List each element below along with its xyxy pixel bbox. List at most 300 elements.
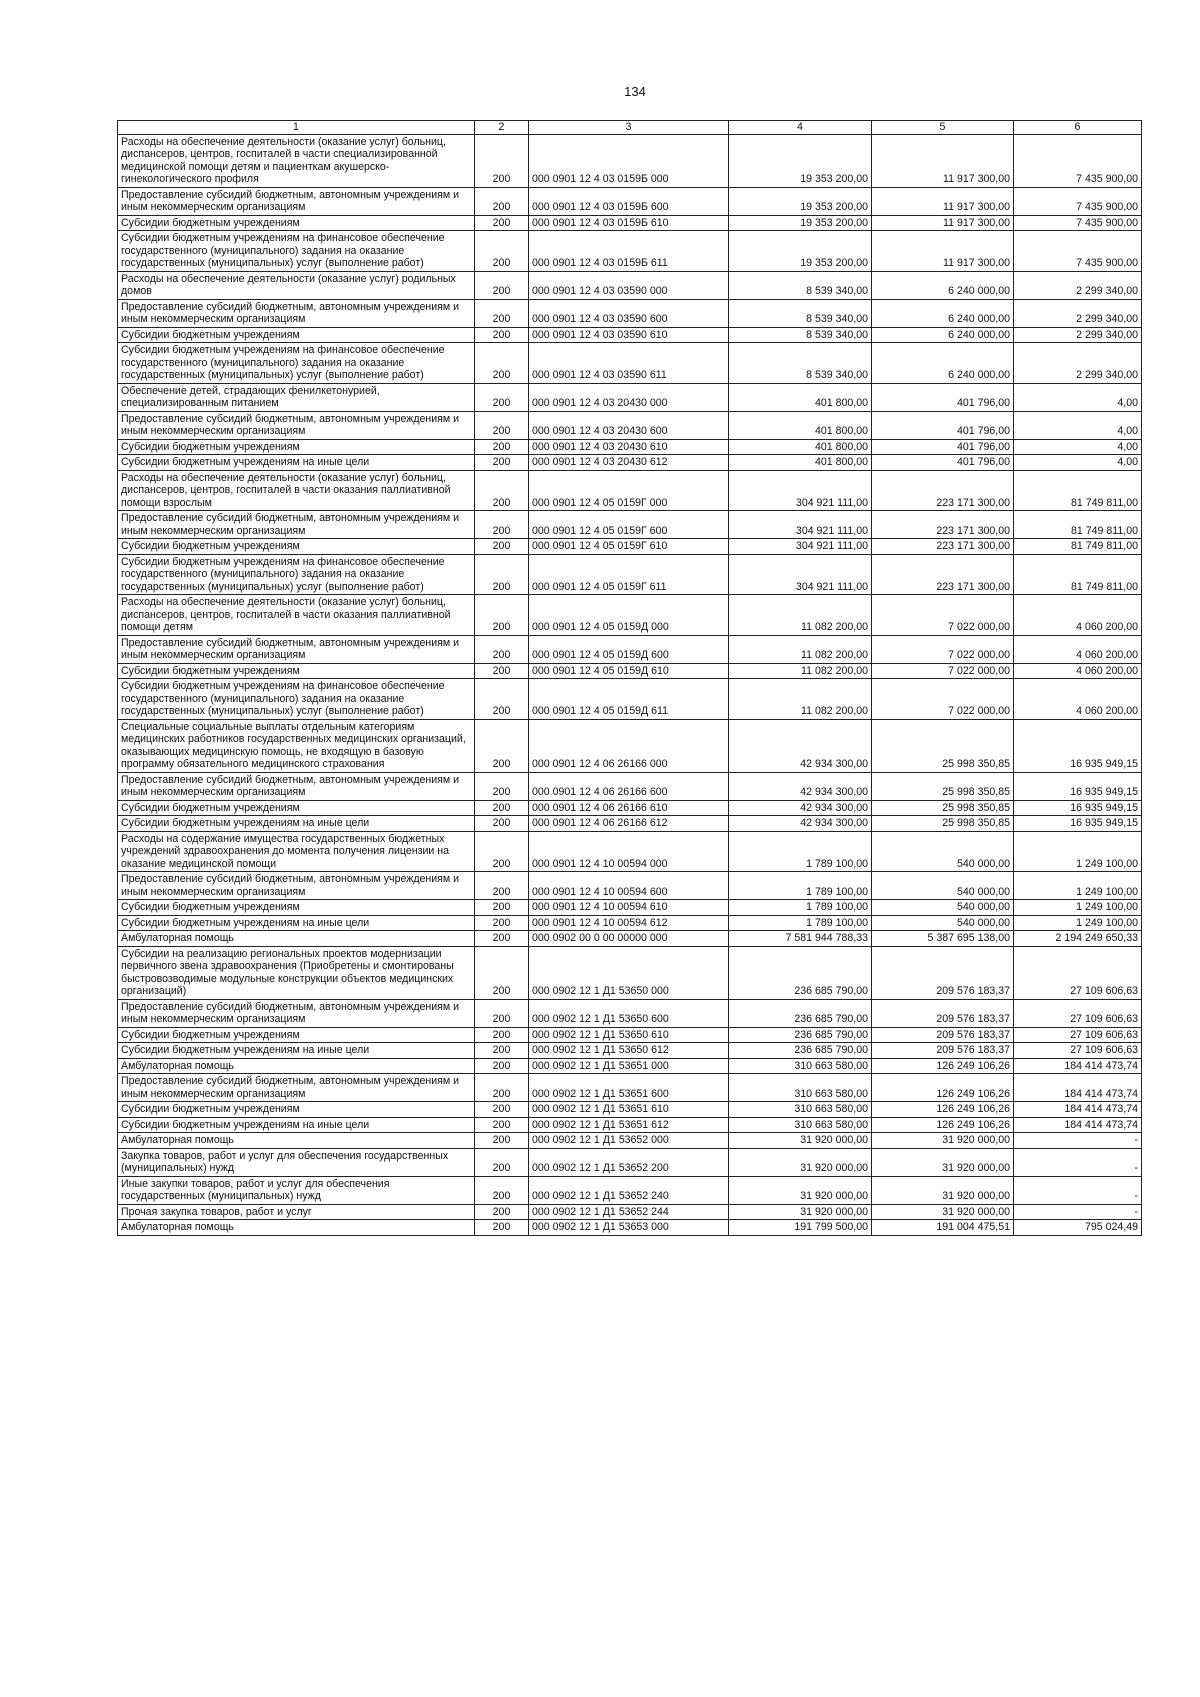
row-value-col6: 16 935 949,15 (1014, 816, 1142, 832)
row-classification-code: 000 0901 12 4 05 0159Г 600 (529, 511, 729, 539)
row-classification-code: 000 0901 12 4 03 03590 600 (529, 299, 729, 327)
row-value-col5: 401 796,00 (872, 383, 1014, 411)
row-group-code: 200 (475, 816, 529, 832)
row-name: Закупка товаров, работ и услуг для обеспечения государственных (муниципальных) нужд (118, 1148, 475, 1176)
row-value-col4: 31 920 000,00 (729, 1204, 872, 1220)
row-name: Обеспечение детей, страдающих фенилкетонурией, специализированным питанием (118, 383, 475, 411)
row-value-col5: 191 004 475,51 (872, 1220, 1014, 1236)
row-classification-code: 000 0901 12 4 06 26166 000 (529, 719, 729, 772)
row-value-col5: 25 998 350,85 (872, 816, 1014, 832)
table-row (118, 1204, 1142, 1220)
table-row (118, 1117, 1142, 1133)
table-row (118, 719, 1142, 772)
row-group-code: 200 (475, 187, 529, 215)
row-name: Расходы на обеспечение деятельности (оказание услуг) родильных домов (118, 271, 475, 299)
row-value-col4: 401 800,00 (729, 411, 872, 439)
row-value-col4: 11 082 200,00 (729, 635, 872, 663)
row-name: Амбулаторная помощь (118, 1058, 475, 1074)
row-name: Предоставление субсидий бюджетным, автономным учреждениям и иным некоммерческим организациям (118, 872, 475, 900)
row-group-code: 200 (475, 539, 529, 555)
table-row (118, 635, 1142, 663)
row-value-col4: 8 539 340,00 (729, 271, 872, 299)
row-name: Субсидии бюджетным учреждениям (118, 663, 475, 679)
row-value-col6: 4 060 200,00 (1014, 595, 1142, 636)
row-value-col5: 31 920 000,00 (872, 1176, 1014, 1204)
row-name: Предоставление субсидий бюджетным, автономным учреждениям и иным некоммерческим организациям (118, 635, 475, 663)
row-value-col5: 540 000,00 (872, 900, 1014, 916)
row-value-col5: 11 917 300,00 (872, 187, 1014, 215)
row-value-col6: 81 749 811,00 (1014, 470, 1142, 511)
table-row (118, 1058, 1142, 1074)
row-value-col6: 1 249 100,00 (1014, 831, 1142, 872)
row-value-col4: 1 789 100,00 (729, 831, 872, 872)
table-row (118, 595, 1142, 636)
row-name: Субсидии бюджетным учреждениям (118, 539, 475, 555)
row-classification-code: 000 0901 12 4 10 00594 610 (529, 900, 729, 916)
row-value-col5: 7 022 000,00 (872, 595, 1014, 636)
row-value-col6: 7 435 900,00 (1014, 134, 1142, 187)
row-value-col5: 25 998 350,85 (872, 719, 1014, 772)
row-value-col4: 401 800,00 (729, 455, 872, 471)
row-value-col5: 126 249 106,26 (872, 1102, 1014, 1118)
row-classification-code: 000 0902 12 1 Д1 53650 612 (529, 1043, 729, 1059)
row-name: Субсидии бюджетным учреждениям на финансовое обеспечение государственного (муниципального) задания на оказание государственных (муниципальных) услуг (выполнение работ) (118, 679, 475, 720)
row-value-col5: 11 917 300,00 (872, 231, 1014, 272)
row-value-col5: 223 171 300,00 (872, 470, 1014, 511)
row-value-col4: 236 685 790,00 (729, 946, 872, 999)
row-value-col4: 11 082 200,00 (729, 679, 872, 720)
row-value-col6: 4,00 (1014, 455, 1142, 471)
row-value-col5: 223 171 300,00 (872, 511, 1014, 539)
row-value-col5: 223 171 300,00 (872, 539, 1014, 555)
row-value-col6: - (1014, 1176, 1142, 1204)
row-value-col6: 4 060 200,00 (1014, 663, 1142, 679)
row-group-code: 200 (475, 931, 529, 947)
table-row (118, 1102, 1142, 1118)
row-value-col4: 42 934 300,00 (729, 816, 872, 832)
row-classification-code: 000 0901 12 4 03 03590 610 (529, 327, 729, 343)
row-name: Предоставление субсидий бюджетным, автономным учреждениям и иным некоммерческим организациям (118, 411, 475, 439)
row-group-code: 200 (475, 831, 529, 872)
row-group-code: 200 (475, 1074, 529, 1102)
row-classification-code: 000 0902 12 1 Д1 53652 244 (529, 1204, 729, 1220)
row-value-col4: 8 539 340,00 (729, 299, 872, 327)
row-name: Предоставление субсидий бюджетным, автономным учреждениям и иным некоммерческим организациям (118, 299, 475, 327)
table-row (118, 663, 1142, 679)
row-value-col6: 1 249 100,00 (1014, 915, 1142, 931)
row-value-col6: 184 414 473,74 (1014, 1058, 1142, 1074)
row-classification-code: 000 0902 12 1 Д1 53650 610 (529, 1027, 729, 1043)
row-classification-code: 000 0901 12 4 03 20430 600 (529, 411, 729, 439)
row-group-code: 200 (475, 455, 529, 471)
row-value-col5: 6 240 000,00 (872, 327, 1014, 343)
row-classification-code: 000 0902 12 1 Д1 53650 000 (529, 946, 729, 999)
table-row (118, 1133, 1142, 1149)
row-value-col4: 11 082 200,00 (729, 663, 872, 679)
row-classification-code: 000 0901 12 4 03 20430 610 (529, 439, 729, 455)
row-value-col5: 126 249 106,26 (872, 1058, 1014, 1074)
row-name: Субсидии бюджетным учреждениям (118, 900, 475, 916)
row-group-code: 200 (475, 900, 529, 916)
row-value-col4: 1 789 100,00 (729, 872, 872, 900)
row-value-col5: 209 576 183,37 (872, 946, 1014, 999)
row-value-col5: 6 240 000,00 (872, 343, 1014, 384)
row-group-code: 200 (475, 134, 529, 187)
row-classification-code: 000 0901 12 4 03 20430 612 (529, 455, 729, 471)
row-value-col4: 31 920 000,00 (729, 1148, 872, 1176)
row-group-code: 200 (475, 1176, 529, 1204)
row-classification-code: 000 0902 12 1 Д1 53652 000 (529, 1133, 729, 1149)
row-classification-code: 000 0901 12 4 03 20430 000 (529, 383, 729, 411)
row-value-col5: 209 576 183,37 (872, 999, 1014, 1027)
row-value-col6: 81 749 811,00 (1014, 554, 1142, 595)
row-classification-code: 000 0901 12 4 05 0159Д 610 (529, 663, 729, 679)
row-value-col4: 310 663 580,00 (729, 1117, 872, 1133)
row-value-col5: 540 000,00 (872, 831, 1014, 872)
table-row (118, 271, 1142, 299)
table-row (118, 915, 1142, 931)
row-value-col5: 25 998 350,85 (872, 800, 1014, 816)
row-name: Амбулаторная помощь (118, 1220, 475, 1236)
row-name: Амбулаторная помощь (118, 1133, 475, 1149)
row-classification-code: 000 0902 12 1 Д1 53651 610 (529, 1102, 729, 1118)
row-classification-code: 000 0901 12 4 06 26166 610 (529, 800, 729, 816)
row-value-col4: 11 082 200,00 (729, 595, 872, 636)
table-row (118, 931, 1142, 947)
row-group-code: 200 (475, 470, 529, 511)
row-group-code: 200 (475, 946, 529, 999)
row-group-code: 200 (475, 231, 529, 272)
row-group-code: 200 (475, 271, 529, 299)
row-value-col6: 7 435 900,00 (1014, 215, 1142, 231)
row-value-col4: 236 685 790,00 (729, 1027, 872, 1043)
row-classification-code: 000 0901 12 4 05 0159Д 600 (529, 635, 729, 663)
column-header: 1 (118, 121, 475, 135)
row-value-col6: 16 935 949,15 (1014, 719, 1142, 772)
table-row (118, 772, 1142, 800)
row-value-col4: 7 581 944 788,33 (729, 931, 872, 947)
row-classification-code: 000 0901 12 4 10 00594 612 (529, 915, 729, 931)
row-value-col6: - (1014, 1204, 1142, 1220)
row-value-col5: 540 000,00 (872, 915, 1014, 931)
row-value-col6: 81 749 811,00 (1014, 539, 1142, 555)
row-name: Предоставление субсидий бюджетным, автономным учреждениям и иным некоммерческим организациям (118, 511, 475, 539)
row-value-col6: 184 414 473,74 (1014, 1117, 1142, 1133)
row-name: Расходы на содержание имущества государственных бюджетных учреждений здравоохранения до момента получения лицензии на оказание медицинской помощи (118, 831, 475, 872)
table-row (118, 1148, 1142, 1176)
row-group-code: 200 (475, 1220, 529, 1236)
budget-table (117, 120, 1142, 1236)
table-row (118, 539, 1142, 555)
row-classification-code: 000 0901 12 4 05 0159Г 610 (529, 539, 729, 555)
row-group-code: 200 (475, 1043, 529, 1059)
row-value-col4: 310 663 580,00 (729, 1102, 872, 1118)
row-group-code: 200 (475, 1117, 529, 1133)
row-value-col6: 7 435 900,00 (1014, 187, 1142, 215)
row-group-code: 200 (475, 663, 529, 679)
row-value-col6: 81 749 811,00 (1014, 511, 1142, 539)
row-value-col6: 27 109 606,63 (1014, 999, 1142, 1027)
row-classification-code: 000 0901 12 4 03 03590 611 (529, 343, 729, 384)
row-group-code: 200 (475, 554, 529, 595)
row-value-col5: 401 796,00 (872, 411, 1014, 439)
column-header: 6 (1014, 121, 1142, 135)
row-classification-code: 000 0901 12 4 05 0159Д 611 (529, 679, 729, 720)
row-name: Субсидии на реализацию региональных проектов модернизации первичного звена здравоохранения (Приобретены и смонтированы быстровозводимые модульные конструкции объектов медицинских организаций) (118, 946, 475, 999)
row-value-col6: 4,00 (1014, 383, 1142, 411)
row-name: Амбулаторная помощь (118, 931, 475, 947)
row-value-col6: 16 935 949,15 (1014, 800, 1142, 816)
row-classification-code: 000 0901 12 4 10 00594 600 (529, 872, 729, 900)
row-value-col6: 2 299 340,00 (1014, 271, 1142, 299)
table-row (118, 999, 1142, 1027)
page-number: 134 (624, 84, 646, 99)
row-value-col5: 126 249 106,26 (872, 1117, 1014, 1133)
row-value-col6: 4 060 200,00 (1014, 635, 1142, 663)
row-name: Субсидии бюджетным учреждениям на иные цели (118, 1117, 475, 1133)
row-value-col4: 191 799 500,00 (729, 1220, 872, 1236)
row-value-col5: 5 387 695 138,00 (872, 931, 1014, 947)
table-row (118, 231, 1142, 272)
column-header: 4 (729, 121, 872, 135)
row-group-code: 200 (475, 719, 529, 772)
row-group-code: 200 (475, 800, 529, 816)
row-name: Предоставление субсидий бюджетным, автономным учреждениям и иным некоммерческим организациям (118, 1074, 475, 1102)
row-value-col5: 209 576 183,37 (872, 1027, 1014, 1043)
row-group-code: 200 (475, 872, 529, 900)
row-value-col6: 16 935 949,15 (1014, 772, 1142, 800)
table-row (118, 554, 1142, 595)
row-name: Предоставление субсидий бюджетным, автономным учреждениям и иным некоммерческим организациям (118, 999, 475, 1027)
row-value-col4: 304 921 111,00 (729, 539, 872, 555)
row-name: Субсидии бюджетным учреждениям (118, 327, 475, 343)
row-classification-code: 000 0901 12 4 03 0159Б 611 (529, 231, 729, 272)
row-name: Субсидии бюджетным учреждениям на иные цели (118, 455, 475, 471)
table-row (118, 455, 1142, 471)
row-name: Субсидии бюджетным учреждениям на финансовое обеспечение государственного (муниципального) задания на оказание государственных (муниципальных) услуг (выполнение работ) (118, 343, 475, 384)
row-value-col5: 126 249 106,26 (872, 1074, 1014, 1102)
column-header: 5 (872, 121, 1014, 135)
row-value-col5: 540 000,00 (872, 872, 1014, 900)
table-row (118, 1027, 1142, 1043)
row-value-col4: 236 685 790,00 (729, 1043, 872, 1059)
row-value-col4: 19 353 200,00 (729, 187, 872, 215)
row-classification-code: 000 0902 12 1 Д1 53653 000 (529, 1220, 729, 1236)
row-name: Предоставление субсидий бюджетным, автономным учреждениям и иным некоммерческим организациям (118, 187, 475, 215)
row-value-col6: 4,00 (1014, 439, 1142, 455)
table-row (118, 187, 1142, 215)
row-classification-code: 000 0902 12 1 Д1 53652 200 (529, 1148, 729, 1176)
row-name: Субсидии бюджетным учреждениям (118, 215, 475, 231)
row-value-col5: 25 998 350,85 (872, 772, 1014, 800)
row-classification-code: 000 0902 12 1 Д1 53650 600 (529, 999, 729, 1027)
row-name: Субсидии бюджетным учреждениям (118, 1027, 475, 1043)
row-classification-code: 000 0901 12 4 06 26166 612 (529, 816, 729, 832)
row-value-col4: 8 539 340,00 (729, 327, 872, 343)
row-value-col6: 1 249 100,00 (1014, 872, 1142, 900)
row-name: Расходы на обеспечение деятельности (оказание услуг) больниц, диспансеров, центров, госпиталей в части оказания паллиативной помощи взрослым (118, 470, 475, 511)
column-header: 3 (529, 121, 729, 135)
row-value-col6: 2 299 340,00 (1014, 299, 1142, 327)
row-value-col6: - (1014, 1148, 1142, 1176)
row-value-col6: 2 299 340,00 (1014, 343, 1142, 384)
row-value-col5: 31 920 000,00 (872, 1133, 1014, 1149)
row-group-code: 200 (475, 635, 529, 663)
row-classification-code: 000 0901 12 4 03 0159Б 000 (529, 134, 729, 187)
row-name: Предоставление субсидий бюджетным, автономным учреждениям и иным некоммерческим организациям (118, 772, 475, 800)
row-classification-code: 000 0902 12 1 Д1 53651 000 (529, 1058, 729, 1074)
row-value-col4: 42 934 300,00 (729, 800, 872, 816)
table-row (118, 1220, 1142, 1236)
row-value-col4: 304 921 111,00 (729, 554, 872, 595)
row-group-code: 200 (475, 1204, 529, 1220)
row-value-col5: 7 022 000,00 (872, 663, 1014, 679)
row-value-col4: 8 539 340,00 (729, 343, 872, 384)
row-name: Расходы на обеспечение деятельности (оказание услуг) больниц, диспансеров, центров, госпиталей в части оказания паллиативной помощи детям (118, 595, 475, 636)
row-group-code: 200 (475, 679, 529, 720)
row-value-col4: 310 663 580,00 (729, 1074, 872, 1102)
row-group-code: 200 (475, 1148, 529, 1176)
table-body (118, 134, 1142, 1235)
row-name: Прочая закупка товаров, работ и услуг (118, 1204, 475, 1220)
table-row (118, 900, 1142, 916)
row-classification-code: 000 0901 12 4 03 03590 000 (529, 271, 729, 299)
row-name: Субсидии бюджетным учреждениям на иные цели (118, 1043, 475, 1059)
row-group-code: 200 (475, 595, 529, 636)
row-value-col5: 11 917 300,00 (872, 215, 1014, 231)
row-group-code: 200 (475, 1133, 529, 1149)
row-name: Специальные социальные выплаты отдельным категориям медицинских работников государственных медицинских организаций, оказывающих медицинскую помощь, не входящую в базовую программу обязательного медицинского страхования (118, 719, 475, 772)
table-row (118, 1043, 1142, 1059)
row-value-col6: 184 414 473,74 (1014, 1074, 1142, 1102)
row-classification-code: 000 0901 12 4 05 0159Д 000 (529, 595, 729, 636)
table-row (118, 679, 1142, 720)
row-group-code: 200 (475, 1027, 529, 1043)
row-value-col4: 304 921 111,00 (729, 470, 872, 511)
row-group-code: 200 (475, 511, 529, 539)
row-name: Субсидии бюджетным учреждениям на иные цели (118, 915, 475, 931)
row-value-col5: 6 240 000,00 (872, 299, 1014, 327)
table-row (118, 872, 1142, 900)
row-value-col6: 4,00 (1014, 411, 1142, 439)
row-value-col5: 223 171 300,00 (872, 554, 1014, 595)
row-value-col4: 236 685 790,00 (729, 999, 872, 1027)
table-row (118, 411, 1142, 439)
row-value-col6: 4 060 200,00 (1014, 679, 1142, 720)
row-value-col4: 304 921 111,00 (729, 511, 872, 539)
row-value-col6: 27 109 606,63 (1014, 1043, 1142, 1059)
table-row (118, 946, 1142, 999)
table-row (118, 470, 1142, 511)
row-value-col5: 209 576 183,37 (872, 1043, 1014, 1059)
table-row (118, 134, 1142, 187)
row-value-col6: 1 249 100,00 (1014, 900, 1142, 916)
row-value-col4: 19 353 200,00 (729, 231, 872, 272)
row-name: Расходы на обеспечение деятельности (оказание услуг) больниц, диспансеров, центров, госпиталей в части специализированной медицинской помощи детям и пациенткам акушерско-гинекологического профиля (118, 134, 475, 187)
row-classification-code: 000 0901 12 4 10 00594 000 (529, 831, 729, 872)
row-group-code: 200 (475, 772, 529, 800)
row-group-code: 200 (475, 915, 529, 931)
table-row (118, 215, 1142, 231)
table-row (118, 511, 1142, 539)
table-row (118, 299, 1142, 327)
table-row (118, 1176, 1142, 1204)
row-classification-code: 000 0902 12 1 Д1 53652 240 (529, 1176, 729, 1204)
row-value-col5: 7 022 000,00 (872, 635, 1014, 663)
row-value-col6: 2 194 249 650,33 (1014, 931, 1142, 947)
row-classification-code: 000 0901 12 4 06 26166 600 (529, 772, 729, 800)
row-name: Субсидии бюджетным учреждениям на иные цели (118, 816, 475, 832)
row-value-col6: 795 024,49 (1014, 1220, 1142, 1236)
row-classification-code: 000 0901 12 4 03 0159Б 610 (529, 215, 729, 231)
row-group-code: 200 (475, 215, 529, 231)
row-value-col5: 11 917 300,00 (872, 134, 1014, 187)
row-name: Субсидии бюджетным учреждениям (118, 1102, 475, 1118)
table-row (118, 831, 1142, 872)
row-value-col5: 6 240 000,00 (872, 271, 1014, 299)
table-header-row (118, 121, 1142, 135)
table-row (118, 327, 1142, 343)
row-group-code: 200 (475, 1102, 529, 1118)
row-value-col6: 7 435 900,00 (1014, 231, 1142, 272)
row-value-col4: 401 800,00 (729, 439, 872, 455)
column-header: 2 (475, 121, 529, 135)
row-group-code: 200 (475, 1058, 529, 1074)
row-value-col4: 19 353 200,00 (729, 215, 872, 231)
table-row (118, 1074, 1142, 1102)
row-value-col6: - (1014, 1133, 1142, 1149)
table-row (118, 383, 1142, 411)
row-value-col4: 42 934 300,00 (729, 719, 872, 772)
row-classification-code: 000 0901 12 4 05 0159Г 000 (529, 470, 729, 511)
row-classification-code: 000 0902 12 1 Д1 53651 600 (529, 1074, 729, 1102)
row-value-col5: 31 920 000,00 (872, 1148, 1014, 1176)
table-row (118, 439, 1142, 455)
row-classification-code: 000 0901 12 4 03 0159Б 600 (529, 187, 729, 215)
row-value-col5: 7 022 000,00 (872, 679, 1014, 720)
row-group-code: 200 (475, 327, 529, 343)
row-value-col5: 401 796,00 (872, 439, 1014, 455)
row-group-code: 200 (475, 299, 529, 327)
row-value-col6: 2 299 340,00 (1014, 327, 1142, 343)
row-value-col4: 1 789 100,00 (729, 915, 872, 931)
row-name: Субсидии бюджетным учреждениям на финансовое обеспечение государственного (муниципального) задания на оказание государственных (муниципальных) услуг (выполнение работ) (118, 231, 475, 272)
row-name: Субсидии бюджетным учреждениям на финансовое обеспечение государственного (муниципального) задания на оказание государственных (муниципальных) услуг (выполнение работ) (118, 554, 475, 595)
row-value-col6: 184 414 473,74 (1014, 1102, 1142, 1118)
row-classification-code: 000 0902 12 1 Д1 53651 612 (529, 1117, 729, 1133)
row-value-col4: 310 663 580,00 (729, 1058, 872, 1074)
row-classification-code: 000 0902 00 0 00 00000 000 (529, 931, 729, 947)
row-name: Субсидии бюджетным учреждениям (118, 800, 475, 816)
row-group-code: 200 (475, 439, 529, 455)
row-group-code: 200 (475, 383, 529, 411)
row-value-col4: 401 800,00 (729, 383, 872, 411)
row-group-code: 200 (475, 411, 529, 439)
row-value-col5: 31 920 000,00 (872, 1204, 1014, 1220)
row-value-col5: 401 796,00 (872, 455, 1014, 471)
row-value-col4: 19 353 200,00 (729, 134, 872, 187)
row-value-col6: 27 109 606,63 (1014, 946, 1142, 999)
row-value-col6: 27 109 606,63 (1014, 1027, 1142, 1043)
row-group-code: 200 (475, 343, 529, 384)
table-row (118, 816, 1142, 832)
row-value-col4: 31 920 000,00 (729, 1176, 872, 1204)
row-value-col4: 1 789 100,00 (729, 900, 872, 916)
row-classification-code: 000 0901 12 4 05 0159Г 611 (529, 554, 729, 595)
table-row (118, 800, 1142, 816)
row-name: Субсидии бюджетным учреждениям (118, 439, 475, 455)
row-value-col4: 42 934 300,00 (729, 772, 872, 800)
